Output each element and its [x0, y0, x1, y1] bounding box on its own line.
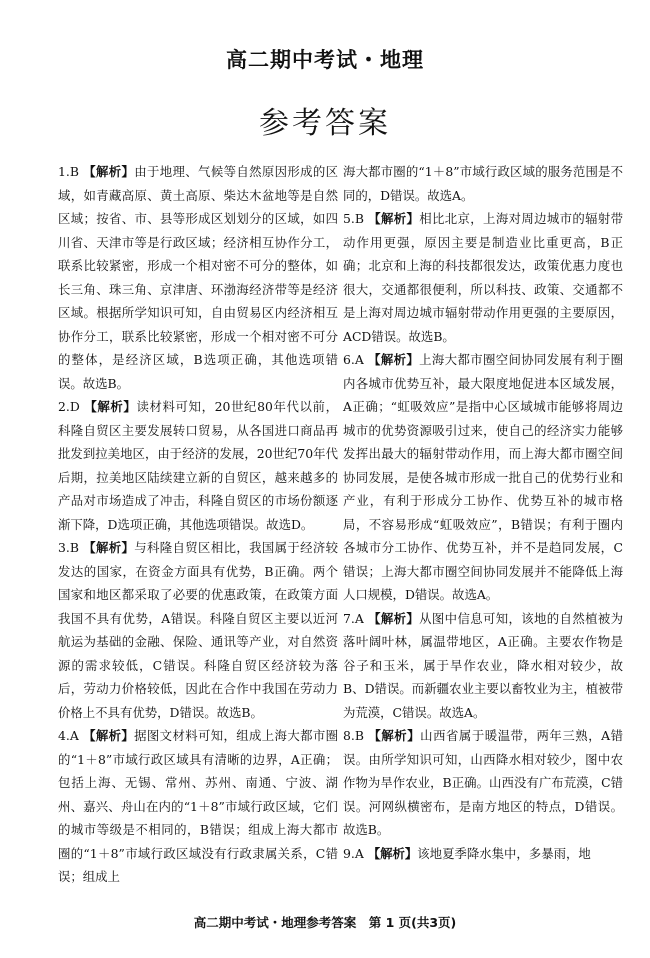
answer-item: 8.B 【解析】山西省属于暖温带，两年三熟，A错误。由所学知识可知，山西降水相对较少，图中农作物为旱作农业，B正确。山西没有广布荒漠，C错误。河网纵横密布，是南方地区的特点，D错误。故选B。	[343, 728, 623, 837]
answer-item: 2.D 【解析】读材料可知，20世纪80年代以前，科隆自贸区主要发展转口贸易，从各国进口商品再批发到拉美地区，由于经济的发展，20世纪70年代后期，拉美地区陆续建立新的自贸区，越来越多的产品对市场造成了冲击，科隆自贸区的市场份额逐渐下降，D选项正确，其他选项错误。故选D。	[58, 399, 338, 532]
answer-item: 9.A 【解析】该地夏季降水集中，多暴雨，地	[343, 845, 591, 861]
left-column	[58, 160, 338, 889]
answer-item: 6.A 【解析】上海大都市圈空间协同发展有利于圈内各城市优势互补，最大限度地促进本区域发展，A正确；“虹吸效应”是指中心区域城市能够将周边城市的优势资源吸引过来，使自己的经济实力能够发挥出最大的辐射带动作用，而上海大都市圈空间协同发展，是使各城市形成一批自己的优势行业和产业，有利于形成分工协作、优势互补的城市格局，不容易形成“虹吸效应”，B错误；有利于圈内各城市分工协作、优势互补，并不是趋同发展，C错误；上海大都市圈空间协同发展并不能降低上海人口规模，D错误。故选A。	[343, 352, 623, 602]
answer-item: 7.A 【解析】从图中信息可知，该地的自然植被为落叶阔叶林，属温带地区，A正确。主要农作物是谷子和玉米，属于旱作农业，降水相对较少，故B、D错误。而新疆农业主要以畜牧业为主，植被带为荒漠，C错误。故选A。	[343, 610, 623, 720]
answer-item: 1.B 【解析】由于地理、气候等自然原因形成的区域，如青藏高原、黄土高原、柴达木盆地等是自然区域；按省、市、县等形成区划划分的区域，如四川省、天津市等是行政区域；经济相互协作分工，联系比较紧密，形成一个相对密不可分的整体，如长三角、珠三角、京津唐、环渤海经济带等是经济区域。根据所学知识可知，自由贸易区内经济相互协作分工，联系比较紧密，形成一个相对密不可分的整体，是经济区域，B选项正确，其他选项错误。故选B。	[58, 164, 339, 391]
answer-key-heading: 参考答案	[259, 106, 391, 141]
exam-title: 高二期中考试・地理	[226, 48, 424, 72]
answer-item-continued: 海大都市圈的“1＋8”市域行政区域的服务范围是不同的，D错误。故选A。	[343, 164, 623, 203]
answer-item: 3.B 【解析】与科隆自贸区相比，我国属于经济较发达的国家，在资金方面具有优势，B正确。两个国家和地区都采取了必要的优惠政策，在政策方面我国不具有优势，A错误。科隆自贸区主要以近河航运为基础的金融、保险、通讯等产业，对自然资源的需求较低，C错误。科隆自贸区经济较为落后，劳动力价格较低，因此在合作中我国在劳动力价格上不具有优势，D错误。故选B。	[58, 540, 339, 720]
answer-item: 4.A 【解析】据图文材料可知，组成上海大都市圈的“1＋8”市域行政区域具有清晰的边界，A正确；包括上海、无锡、常州、苏州、南通、宁波、湖州、嘉兴、舟山在内的“1＋8”市域行政区域，它们的城市等级是不相同的，B错误；组成上海大都市圈的“1＋8”市域行政区域没有行政隶属关系，C错误；组成上	[58, 728, 338, 884]
page-footer: 高二期中考试・地理参考答案 第 1 页(共3页)	[193, 915, 457, 930]
answer-item: 5.B 【解析】相比北京，上海对周边城市的辐射带动作用更强，原因主要是制造业比重更高，B正确；北京和上海的科技都很发达，政策优惠力度也很大，交通都很便利，所以科技、政策、交通都不是上海对周边城市辐射带动作用更强的主要原因，ACD错误。故选B。	[343, 211, 624, 344]
right-column	[343, 160, 623, 865]
